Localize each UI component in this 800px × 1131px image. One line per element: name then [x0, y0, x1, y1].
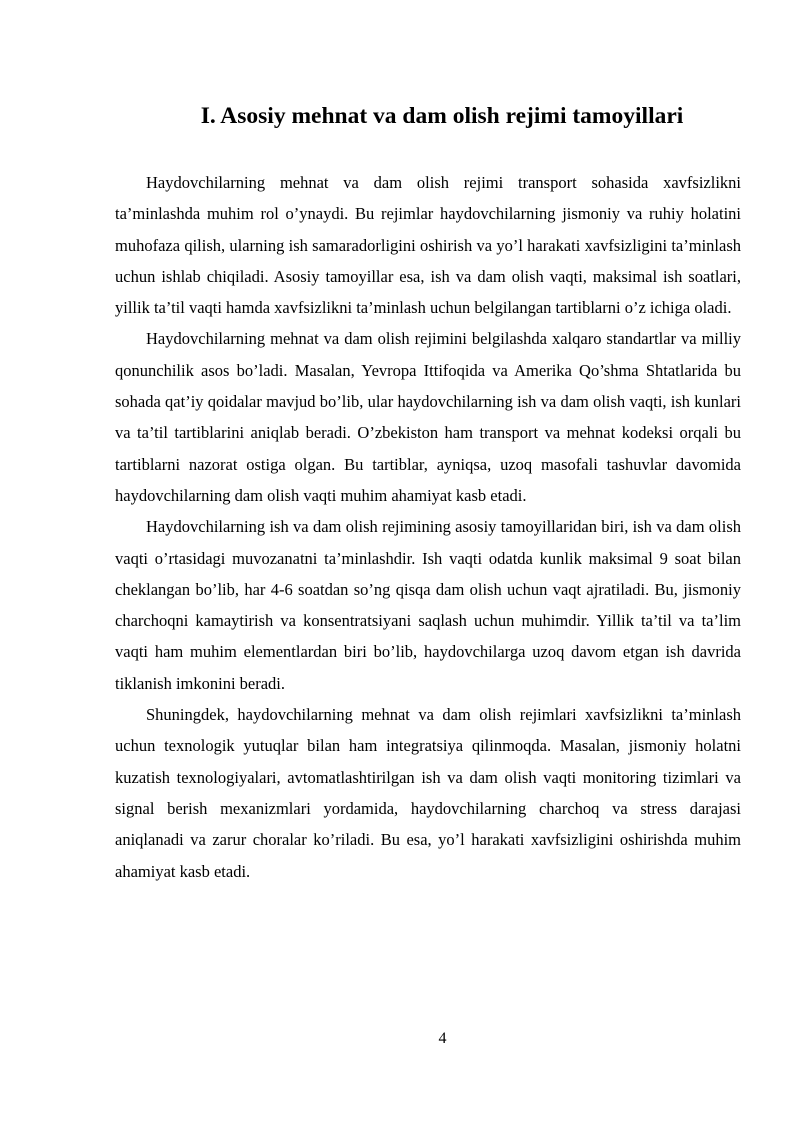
page-number: 4 [438, 1030, 447, 1047]
paragraph-3: Haydovchilarning ish va dam olish rejimining asosiy tamoyillaridan biri, ish va dam olish vaqti o’rtasidagi muvozanatni ta’minlashdir. Ish vaqti odatda kunlik maksimal 9 soat bilan cheklangan bo’lib, har 4-6 soatdan so’ng qisqa dam olish uchun vaqt ajratiladi. Bu, jismoniy charchoqni kamaytirish va konsentratsiyani saqlash uchun muhimdir. Yillik ta’til va ta’lim vaqti ham muhim elementlardan biri bo’lib, haydovchilarga uzoq davom etgan ish davrida tiklanish imkonini beradi. [115, 517, 741, 693]
paragraph-2: Haydovchilarning mehnat va dam olish rejimini belgilashda xalqaro standartlar va milliy qonunchilik asos bo’ladi. Masalan, Yevropa Ittifoqida va Amerika Qo’shma Shtatlarida bu sohada qat’iy qoidalar mavjud bo’lib, ular haydovchilarning ish va dam olish vaqti, ish kunlari va ta’til tartiblarini aniqlab beradi. O’zbekiston ham transport va mehnat kodeksi orqali bu tartiblarni nazorat ostiga olgan. Bu tartiblar, ayniqsa, uzoq masofali tashuvlar davomida haydovchilarning dam olish vaqti muhim ahamiyat kasb etadi. [115, 329, 741, 505]
section-title: I. Asosiy mehnat va dam olish rejimi tamoyillari [200, 103, 684, 129]
paragraph-1: Haydovchilarning mehnat va dam olish rejimi transport sohasida xavfsizlikni ta’minlashda muhim rol o’ynaydi. Bu rejimlar haydovchilarning jismoniy va ruhiy holatini muhofaza qilish, ularning ish samaradorligini oshirish va yo’l harakati xavfsizligini ta’minlash uchun ishlab chiqiladi. Asosiy tamoyillar esa, ish va dam olish vaqti, maksimal ish soatlari, yillik ta’til vaqti hamda xavfsizlikni ta’minlash uchun belgilangan tartiblarni o’z ichiga oladi. [115, 173, 741, 318]
paragraph-4: Shuningdek, haydovchilarning mehnat va dam olish rejimlari xavfsizlikni ta’minlash uchun texnologik yutuqlar bilan ham integratsiya qilinmoqda. Masalan, jismoniy holatni kuzatish texnologiyalari, avtomatlashtirilgan ish va dam olish vaqti monitoring tizimlari va signal berish mexanizmlari yordamida, haydovchilarning charchoq va stress darajasi aniqlanadi va zarur choralar ko’riladi. Bu esa, yo’l harakati xavfsizligini oshirishda muhim ahamiyat kasb etadi. [115, 705, 741, 881]
body-text [115, 167, 741, 887]
